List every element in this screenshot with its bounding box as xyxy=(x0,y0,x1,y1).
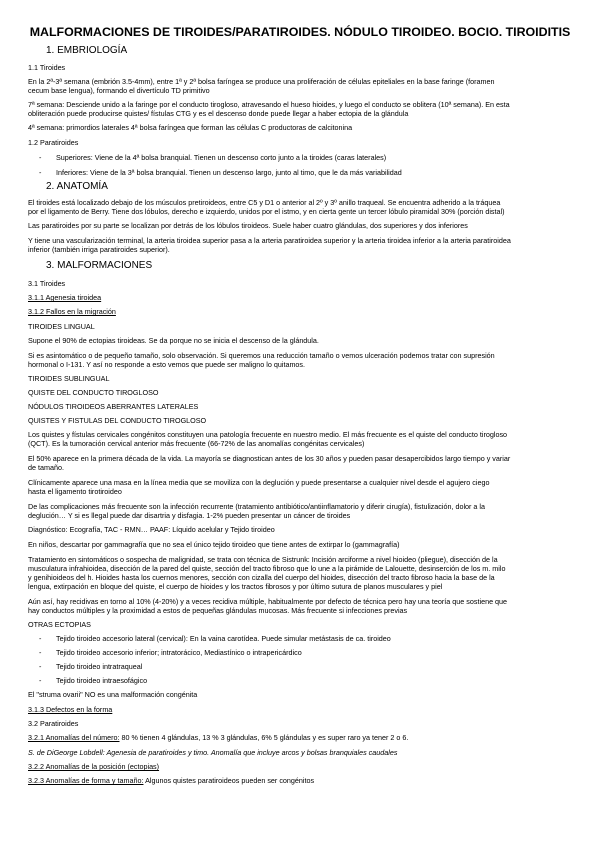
list-item-text: Superiores: Viene de la 4ª bolsa branquial. Tienen un descenso corto junto a la tiroides (caras laterales) xyxy=(56,153,387,162)
paragraph-line: por el ligamento de Berry. Tiene dos lóbulos, derecho e izquierdo, unidos por el istmo, y en cierta gente un tercer lóbulo piramidal 30% (porción distal) xyxy=(28,207,505,216)
paragraph-line: En la 2ª-3ª semana (embrión 3.5-4mm), entre 1ª y 2ª bolsa faríngea se produce una proliferación de células epiteliales en la base faringe (foramen xyxy=(28,77,495,86)
list-item xyxy=(39,153,574,162)
list-item xyxy=(39,648,574,657)
section-heading-malformaciones: 3. MALFORMACIONES xyxy=(46,260,153,271)
paragraph-line: Clínicamente aparece una masa en la línea media que se moviliza con la deglución y puede presentarse a cualquier nivel desde el agujero ciego xyxy=(28,478,490,487)
paragraph-line xyxy=(28,776,574,785)
paragraph-line: En niños, descartar por gammagrafía que no sea el único tejido tiroideo que tiene antes de extirpar lo (gammagrafía) xyxy=(28,540,400,549)
topic-heading: NÓDULOS TIROIDEOS ABERRANTES LATERALES xyxy=(28,402,199,411)
paragraph-line: Diagnóstico: Ecografía, TAC - RMN… PAAF: Líquido acelular y Tejido tiroideo xyxy=(28,525,275,534)
bullet-dash: - xyxy=(39,634,42,643)
list-item-text: Tejido tiroideo intratraqueal xyxy=(56,662,143,671)
paragraph-line: Supone el 90% de ectopias tiroideas. Se da porque no se inicia el descenso de la glándula. xyxy=(28,336,319,345)
subsection-tiroides: 1.1 Tiroides xyxy=(28,63,66,72)
paragraph-text: 80 % tienen 4 glándulas, 13 % 3 glándulas, 6% 5 glándulas y es super raro ya tener 2 o 6. xyxy=(119,733,409,742)
paragraph-line: Tratamiento en sintomáticos o sospecha de malignidad, se trata con técnica de Sistrunk: Incisión arciforme a nivel hioideo (pliegue), disección de la xyxy=(28,555,498,564)
paragraph-line: cecum base lengua), formando el divertículo TD primitivo xyxy=(28,86,210,95)
subsection-paratiroides: 1.2 Paratiroides xyxy=(28,138,79,147)
bullet-dash: - xyxy=(39,648,42,657)
paragraph-line: inferior (también irriga paratiroides superior). xyxy=(28,245,170,254)
paragraph-line: obliteración puede producirse quistes/ fístulas CTG y es el descenso donde puede llegar a haber ectopia de la glándula xyxy=(28,109,409,118)
list-item xyxy=(39,676,574,685)
list-item-text: Tejido tiroideo accesorio lateral (cervical): En la vaina carotídea. Puede simular metástasis de ca. tiroideo xyxy=(56,634,391,643)
paragraph-line: Aún así, hay recidivas en torno al 10% (4-20%) y a veces recidiva múltiple, habitualmente por defecto de técnica pero hay una teoría que sostiene que xyxy=(28,597,508,606)
subsection-anomalias-numero: 3.2.1 Anomalías del número: xyxy=(28,733,120,742)
paragraph-line: 4ª semana: primordios laterales 4ª bolsa faríngea que forman las células C productoras de calcitonina xyxy=(28,123,353,132)
topic-heading: QUISTES Y FISTULAS DEL CONDUCTO TIROGLOSO xyxy=(28,416,207,425)
paragraph-line: El "struma ovarii" NO es una malformación congénita xyxy=(28,690,198,699)
list-item-text: Tejido tiroideo intraesofágico xyxy=(56,676,148,685)
list-item xyxy=(39,168,574,177)
topic-heading: TIROIDES LINGUAL xyxy=(28,322,95,331)
paragraph-line: S. de DiGeorge Lobdell: Agenesia de paratiroides y timo. Anomalía que incluye arcos y bolsas branquiales caudales xyxy=(28,748,398,757)
subsection-fallos-migracion: 3.1.2 Fallos en la migración xyxy=(28,307,116,316)
paragraph-line: deglución… Y si es llegal puede dar disartria y disfagia. 1-2% pueden presentar un cáncer de tiroides xyxy=(28,511,351,520)
paragraph-line: musculatura infrahioidea, disección de la pared del quiste, sección del tracto fibroso que lo une a la pirámide de Lalouette, desinserción de los m. milo xyxy=(28,564,506,573)
topic-heading: QUISTE DEL CONDUCTO TIROGLOSO xyxy=(28,388,159,397)
paragraph-line: hormonal o I-131. Y así no responde a esto vemos que puede ser maligno lo quitamos. xyxy=(28,360,306,369)
paragraph-line: de tamaño. xyxy=(28,463,64,472)
subsection-defectos-forma: 3.1.3 Defectos en la forma xyxy=(28,705,113,714)
topic-heading: OTRAS ECTOPIAS xyxy=(28,620,91,629)
paragraph-line: 7ª semana: Desciende unido a la faringe por el conducto tirogloso, atravesando el hueso hioides, y luego el conducto se oblitera (10ª semana). En esta xyxy=(28,100,510,109)
list-item xyxy=(39,634,574,643)
paragraph-line: y genihioideos del h. Hioides hasta los cuernos menores, sección con cizalla del cuerpo del hioides, disección del tracto fibroso hacia la base de la xyxy=(28,573,495,582)
subsection-paratiroides: 3.2 Paratiroides xyxy=(28,719,79,728)
paragraph-line: De las complicaciones más frecuente son la infección recurrente (tratamiento antibiótico/antiinflamatorio y diferir cirugía), fistulización, dolor a la xyxy=(28,502,486,511)
paragraph-line: hay conductos múltiples y la proximidad a estos de pequeñas glándulas mucosas. Más frecuente si infecciones previas xyxy=(28,606,408,615)
paragraph-line: Los quistes y fístulas cervicales congénitos constituyen una patología frecuente en nuestro medio. El más frecuente es el quiste del conducto tirogloso xyxy=(28,430,508,439)
section-heading-anatomia: 2. ANATOMÍA xyxy=(46,181,108,192)
list-item xyxy=(39,662,574,671)
paragraph-line: El tiroides está localizado debajo de los músculos pretiroideos, entre C5 y D1 o anterior al 2º y 3º anillo traqueal. Se encuentra adherido a la tráquea xyxy=(28,198,501,207)
list-item-text: Tejido tiroideo accesorio inferior; intratorácico, Mediastínico o intrapericárdico xyxy=(56,648,302,657)
bullet-dash: - xyxy=(39,662,42,671)
paragraph-line: Si es asintomático o de pequeño tamaño, solo observación. Si queremos una reducción tamaño o vemos ulceración podemos tratar con supresión xyxy=(28,351,495,360)
paragraph-line: lengua, extirpación en bloque del quiste, el cuerpo de hioides y los tractos fibrosos y por último sutura de planos musculares y piel xyxy=(28,582,443,591)
paragraph-line xyxy=(28,733,574,742)
section-heading-embriologia: 1. EMBRIOLOGÍA xyxy=(46,45,128,56)
list-item-text: Inferiores: Viene de la 3ª bolsa branquial. Tienen un descenso largo, junto al timo, que le da más variabilidad xyxy=(56,168,402,177)
paragraph-line: hasta el ligamento tirotiroideo xyxy=(28,487,122,496)
paragraph-text: Algunos quistes paratiroideos pueden ser congénitos xyxy=(143,776,315,785)
topic-heading: TIROIDES SUBLINGUAL xyxy=(28,374,110,383)
subsection-anomalias-forma: 3.2.3 Anomalías de forma y tamaño: xyxy=(28,776,144,785)
subsection-agenesia: 3.1.1 Agenesia tiroidea xyxy=(28,293,102,302)
paragraph-line: Y tiene una vascularización terminal, la arteria tiroidea superior pasa a la arteria paratiroidea superior y la arteria tiroidea inferior a la arteria paratiroidea xyxy=(28,236,511,245)
bullet-dash: - xyxy=(39,153,42,162)
paragraph-line: Las paratiroides por su parte se localizan por detrás de los lóbulos tiroideos. Suele haber cuatro glándulas, dos superiores y dos inferiores xyxy=(28,221,468,230)
paragraph-line: (QCT). Es la tumoración cervical anterior más frecuente (66-72% de las anomalías congénitas cervicales) xyxy=(28,439,365,448)
bullet-dash: - xyxy=(39,168,42,177)
paragraph-line: El 50% aparece en la primera década de la vida. La mayoría se diagnostican antes de los 30 años y pueden pasar desapercibidos largo tiempo y variar xyxy=(28,454,511,463)
document-title: MALFORMACIONES DE TIROIDES/PARATIROIDES. NÓDULO TIROIDEO. BOCIO. TIROIDITIS xyxy=(29,25,571,39)
bullet-dash: - xyxy=(39,676,42,685)
subsection-tiroides: 3.1 Tiroides xyxy=(28,279,66,288)
subsection-anomalias-posicion: 3.2.2 Anomalías de la posición (ectopias) xyxy=(28,762,160,771)
